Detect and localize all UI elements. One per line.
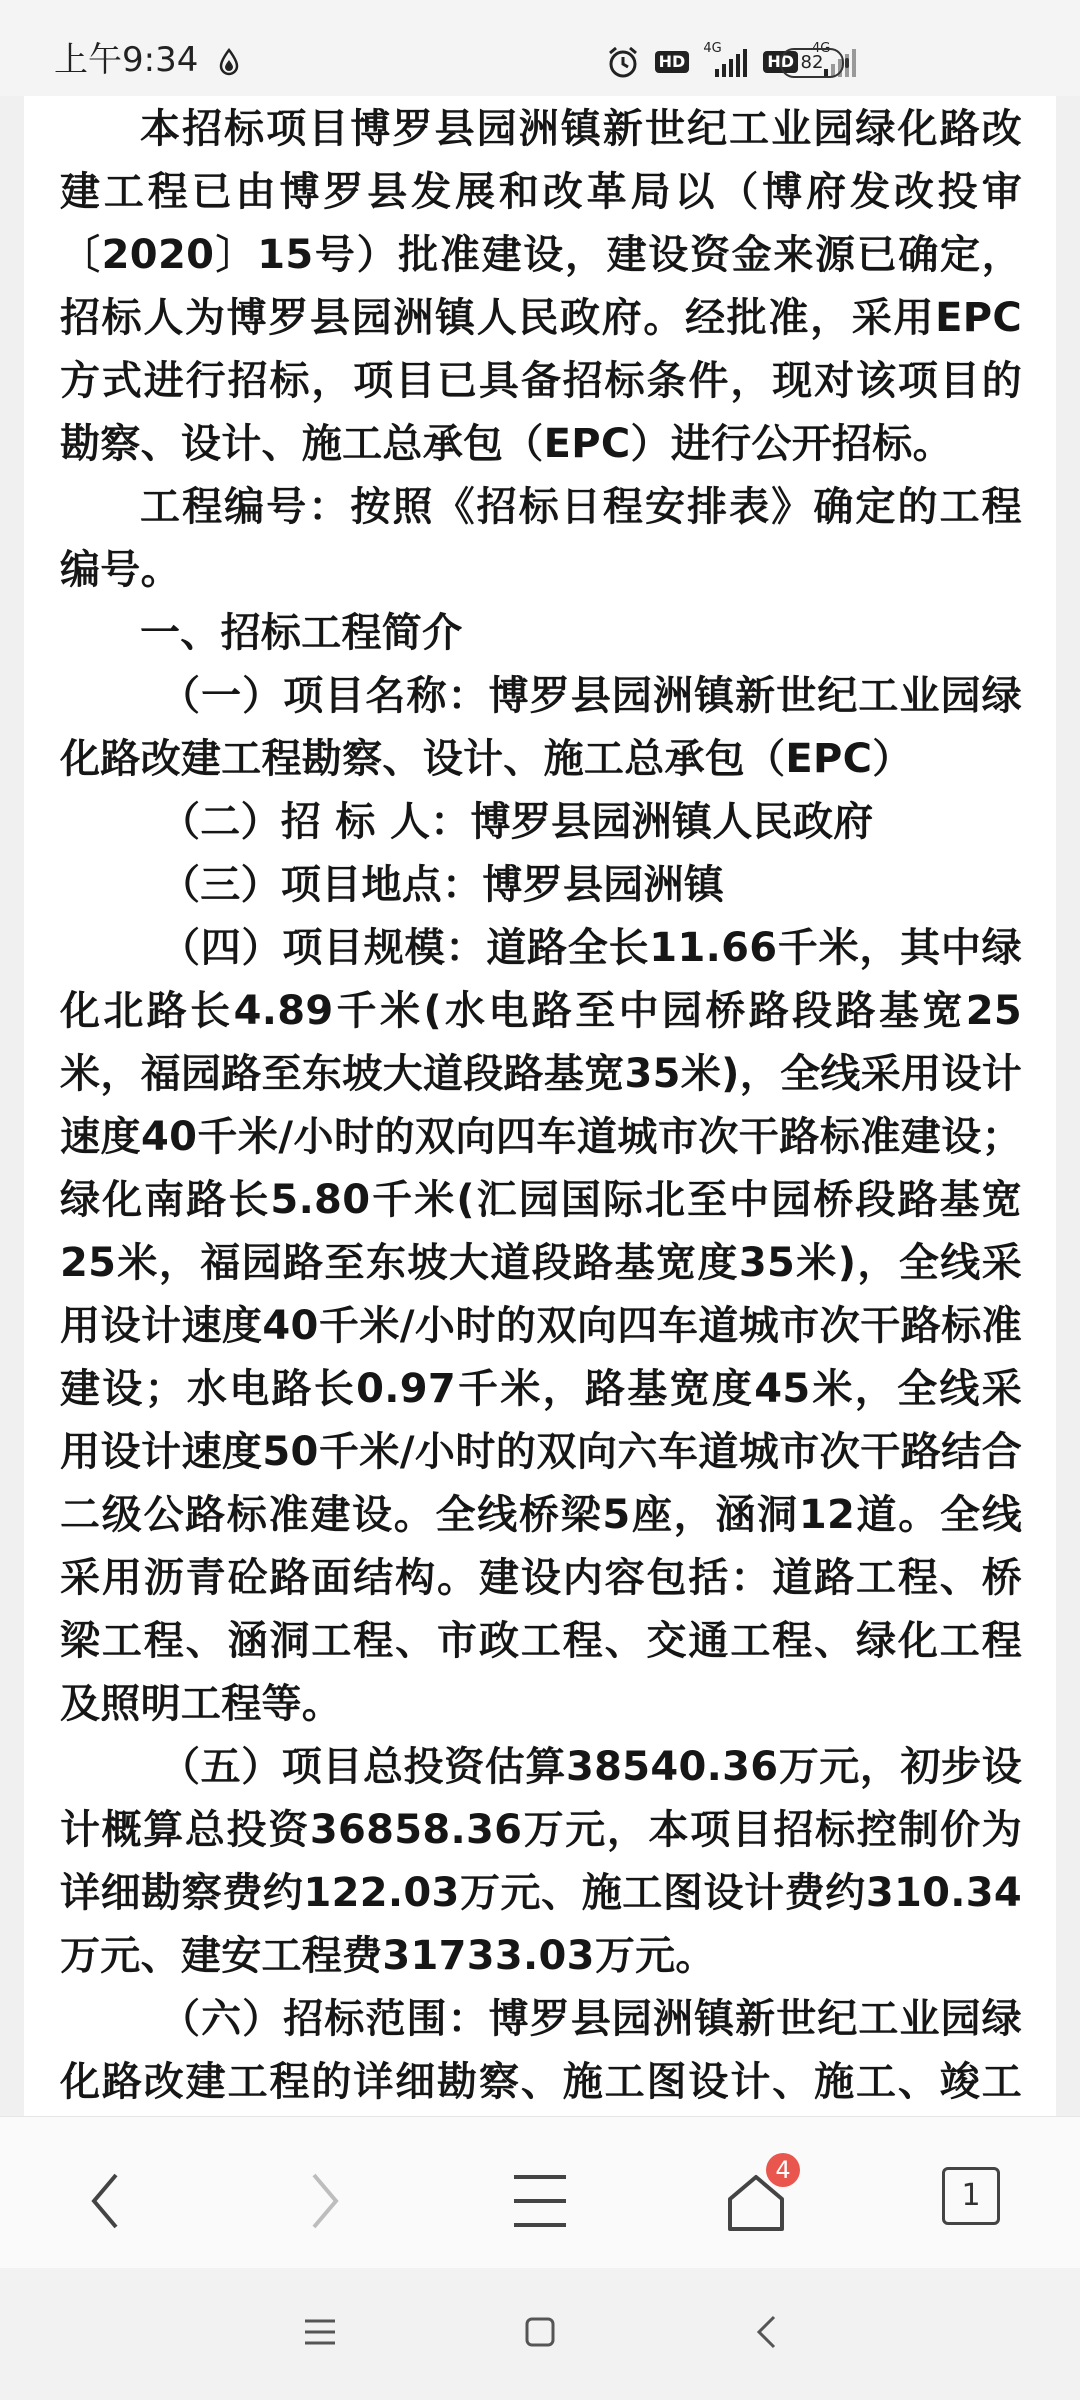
status-bar <box>0 0 1080 96</box>
chevron-left-icon <box>86 2171 126 2231</box>
system-nav-bar <box>0 2268 1080 2400</box>
signal-icon-1 <box>703 41 749 77</box>
alarm-icon <box>605 44 641 80</box>
item-scope: （六）招标范围：博罗县园洲镇新世纪工业园绿化路改建工程的详细勘察、施工图设计、施工、竣工 <box>60 1996 1022 2105</box>
square-home-icon <box>524 2316 556 2348</box>
item-project-name: （一）项目名称：博罗县园洲镇新世纪工业园绿化路改建工程勘察、设计、施工总承包（EPC） <box>60 673 1022 782</box>
document-body <box>24 98 1056 2116</box>
status-time: 上午9:34 <box>54 40 199 80</box>
item-location: （三）项目地点：博罗县园洲镇 <box>160 862 725 908</box>
menu-button[interactable] <box>500 2161 580 2241</box>
data-saver-icon <box>218 48 240 76</box>
hd-badge-2: HD <box>763 51 798 73</box>
item-scale: （四）项目规模：道路全长11.66千米，其中绿化北路长4.89千米(水电路至中园桥路段路基宽25米，福园路至东坡大道段路基宽35米)，全线采用设计速度40千米/小时的双向四车道城市次干路标准建设；绿化南路长5.80千米(汇园国际北至中园桥段路基宽25米，福园路至东坡大道段路基宽度35米)，全线采用设计速度40千米/小时的双向四车道城市次干路标准建设；水电路长0.97千米，路基宽度45米，全线采用设计速度50千米/小时的双向六车道城市次干路结合二级公路标准建设。全线桥梁5座，涵洞12道。全线采用沥青砼路面结构。建设内容包括：道路工程、桥梁工程、涵洞工程、市政工程、交通工程、绿化工程及照明工程等。 <box>60 925 1022 1727</box>
back-button[interactable] <box>66 2161 146 2241</box>
paragraph-project-number: 工程编号：按照《招标日程安排表》确定的工程编号。 <box>60 484 1022 593</box>
forward-button[interactable] <box>284 2161 364 2241</box>
tab-count-button[interactable]: 1 <box>942 2167 1000 2225</box>
back-nav-button[interactable] <box>742 2308 790 2356</box>
home-notification-badge: 4 <box>766 2153 800 2187</box>
browser-toolbar <box>0 2116 1080 2269</box>
back-triangle-icon <box>754 2314 778 2350</box>
document-page[interactable] <box>24 96 1056 2116</box>
battery-indicator: 82 <box>780 48 844 78</box>
network-type-1: 4G <box>703 41 722 56</box>
recent-apps-button[interactable] <box>296 2308 344 2356</box>
network-type-2: 4G <box>812 41 831 56</box>
menu-icon <box>510 2171 570 2231</box>
paragraph-intro: 本招标项目博罗县园洲镇新世纪工业园绿化路改建工程已由博罗县发展和改革局以（博府发改投审〔2020〕15号）批准建设，建设资金来源已确定，招标人为博罗县园洲镇人民政府。经批准，采用EPC方式进行招标，项目已具备招标条件，现对该项目的勘察、设计、施工总承包（EPC）进行公开招标。 <box>60 106 1022 467</box>
recents-icon <box>303 2317 337 2347</box>
item-tenderer: （二）招 标 人：博罗县园洲镇人民政府 <box>160 799 874 845</box>
home-nav-button[interactable] <box>516 2308 564 2356</box>
item-investment: （五）项目总投资估算38540.36万元，初步设计概算总投资36858.36万元，本项目招标控制价为详细勘察费约122.03万元、施工图设计费约310.34万元、建安工程费31733.03万元。 <box>60 1744 1022 1979</box>
chevron-right-icon <box>304 2171 344 2231</box>
hd-badge-1: HD <box>655 51 690 73</box>
section-heading: 一、招标工程简介 <box>140 610 463 656</box>
